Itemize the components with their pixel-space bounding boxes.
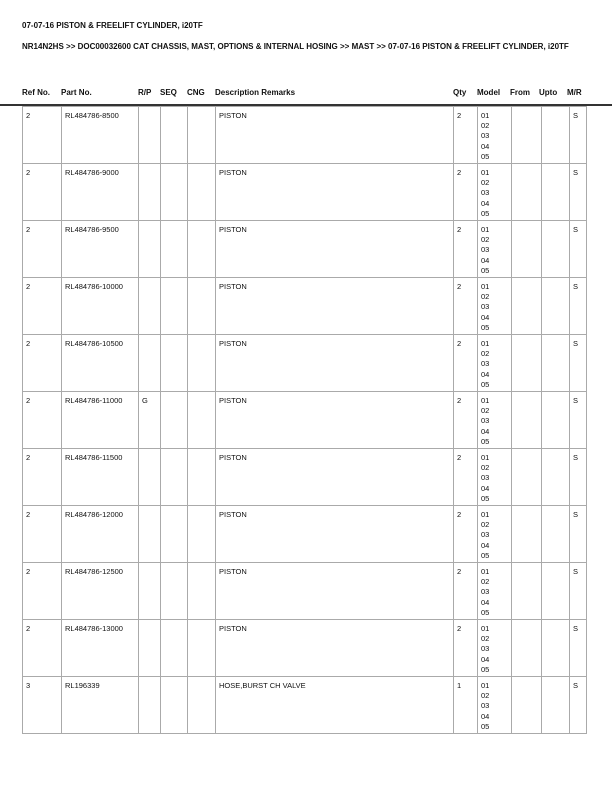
cell-ref-no: 2	[23, 506, 62, 563]
model-code: 04	[481, 597, 490, 607]
cell-seq	[161, 677, 188, 734]
cell-model	[478, 107, 512, 164]
cell-seq	[161, 335, 188, 392]
cell-mr: S	[570, 278, 587, 335]
cell-upto	[542, 677, 570, 734]
model-code: 01	[481, 624, 490, 633]
model-code: 02	[481, 406, 490, 416]
cell-from	[512, 449, 542, 506]
cell-description: PISTON	[216, 335, 454, 392]
cell-cng	[188, 221, 216, 278]
model-code: 05	[481, 664, 490, 674]
model-code: 03	[481, 245, 490, 255]
cell-mr: S	[570, 221, 587, 278]
cell-cng	[188, 449, 216, 506]
table-row	[23, 107, 587, 164]
cell-rp	[139, 563, 161, 620]
cell-rp	[139, 677, 161, 734]
cell-part-no: RL484786-8500	[62, 107, 139, 164]
cell-mr: S	[570, 164, 587, 221]
cell-mr: S	[570, 335, 587, 392]
table-row	[23, 677, 587, 734]
cell-upto	[542, 278, 570, 335]
model-code: 05	[481, 607, 490, 617]
cell-upto	[542, 164, 570, 221]
cell-qty: 2	[454, 278, 478, 335]
cell-description: HOSE,BURST CH VALVE	[216, 677, 454, 734]
cell-qty: 2	[454, 449, 478, 506]
model-code: 03	[481, 701, 490, 711]
cell-upto	[542, 506, 570, 563]
cell-rp: G	[139, 392, 161, 449]
cell-seq	[161, 620, 188, 677]
model-code: 01	[481, 567, 490, 576]
cell-mr: S	[570, 620, 587, 677]
header-cng: CNG	[187, 88, 205, 97]
cell-seq	[161, 506, 188, 563]
cell-part-no: RL484786-11500	[62, 449, 139, 506]
header-part-no: Part No.	[61, 88, 92, 97]
cell-description: PISTON	[216, 107, 454, 164]
cell-rp	[139, 278, 161, 335]
model-code: 03	[481, 416, 490, 426]
cell-qty: 2	[454, 335, 478, 392]
cell-ref-no: 3	[23, 677, 62, 734]
model-code: 04	[481, 369, 490, 379]
header-qty: Qty	[453, 88, 467, 97]
cell-ref-no: 2	[23, 392, 62, 449]
model-code: 05	[481, 265, 490, 275]
model-code: 03	[481, 587, 490, 597]
header-from: From	[510, 88, 530, 97]
cell-description: PISTON	[216, 392, 454, 449]
cell-cng	[188, 563, 216, 620]
cell-part-no: RL484786-9000	[62, 164, 139, 221]
cell-mr: S	[570, 677, 587, 734]
model-code: 02	[481, 178, 490, 188]
cell-rp	[139, 164, 161, 221]
cell-cng	[188, 506, 216, 563]
model-code: 01	[481, 168, 490, 177]
table-row	[23, 563, 587, 620]
cell-cng	[188, 392, 216, 449]
cell-seq	[161, 107, 188, 164]
cell-description: PISTON	[216, 506, 454, 563]
cell-model	[478, 278, 512, 335]
cell-rp	[139, 506, 161, 563]
model-code: 04	[481, 426, 490, 436]
model-code: 05	[481, 550, 490, 560]
cell-cng	[188, 107, 216, 164]
cell-ref-no: 2	[23, 449, 62, 506]
model-code: 01	[481, 681, 490, 690]
model-code: 01	[481, 339, 490, 348]
cell-from	[512, 164, 542, 221]
cell-seq	[161, 221, 188, 278]
cell-qty: 2	[454, 620, 478, 677]
cell-rp	[139, 449, 161, 506]
model-code: 04	[481, 483, 490, 493]
cell-from	[512, 335, 542, 392]
cell-model	[478, 221, 512, 278]
cell-part-no: RL484786-12500	[62, 563, 139, 620]
cell-ref-no: 2	[23, 164, 62, 221]
cell-from	[512, 563, 542, 620]
model-code: 04	[481, 312, 490, 322]
model-code: 03	[481, 131, 490, 141]
model-code: 01	[481, 225, 490, 234]
cell-upto	[542, 449, 570, 506]
cell-ref-no: 2	[23, 107, 62, 164]
cell-upto	[542, 392, 570, 449]
cell-part-no: RL484786-9500	[62, 221, 139, 278]
cell-rp	[139, 107, 161, 164]
cell-model	[478, 335, 512, 392]
cell-part-no: RL484786-13000	[62, 620, 139, 677]
cell-ref-no: 2	[23, 278, 62, 335]
header-rp: R/P	[138, 88, 152, 97]
cell-seq	[161, 449, 188, 506]
cell-qty: 2	[454, 506, 478, 563]
table-row	[23, 506, 587, 563]
cell-part-no: RL484786-11000	[62, 392, 139, 449]
page-title: 07-07-16 PISTON & FREELIFT CYLINDER, i20TF	[22, 21, 203, 30]
cell-description: PISTON	[216, 563, 454, 620]
cell-description: PISTON	[216, 164, 454, 221]
cell-description: PISTON	[216, 449, 454, 506]
breadcrumb: NR14N2HS >> DOC00032600 CAT CHASSIS, MAST, OPTIONS & INTERNAL HOSING >> MAST >> 07-07-16 PISTON & FREELIFT CYLINDER, i20TF	[22, 42, 569, 51]
cell-model	[478, 392, 512, 449]
cell-seq	[161, 278, 188, 335]
cell-mr: S	[570, 392, 587, 449]
model-code: 05	[481, 379, 490, 389]
cell-qty: 2	[454, 221, 478, 278]
cell-upto	[542, 335, 570, 392]
cell-mr: S	[570, 563, 587, 620]
table-row	[23, 449, 587, 506]
model-code: 01	[481, 111, 490, 120]
cell-part-no: RL484786-10500	[62, 335, 139, 392]
cell-part-no: RL196339	[62, 677, 139, 734]
model-code: 04	[481, 141, 490, 151]
model-code: 05	[481, 151, 490, 161]
table-row	[23, 335, 587, 392]
header-upto: Upto	[539, 88, 558, 97]
cell-upto	[542, 563, 570, 620]
cell-description: PISTON	[216, 620, 454, 677]
cell-from	[512, 506, 542, 563]
cell-qty: 2	[454, 392, 478, 449]
cell-from	[512, 677, 542, 734]
cell-rp	[139, 221, 161, 278]
model-code: 02	[481, 520, 490, 530]
cell-from	[512, 620, 542, 677]
model-code: 02	[481, 463, 490, 473]
cell-ref-no: 2	[23, 620, 62, 677]
cell-upto	[542, 107, 570, 164]
table-row	[23, 620, 587, 677]
model-code: 02	[481, 292, 490, 302]
cell-upto	[542, 221, 570, 278]
table-row	[23, 164, 587, 221]
model-code: 05	[481, 208, 490, 218]
model-code: 04	[481, 711, 490, 721]
model-code: 04	[481, 198, 490, 208]
cell-cng	[188, 335, 216, 392]
model-code: 01	[481, 282, 490, 291]
parts-table-body	[23, 107, 587, 734]
model-code: 05	[481, 436, 490, 446]
header-description: Description Remarks	[215, 88, 296, 97]
header-model: Model	[477, 88, 501, 97]
table-row	[23, 221, 587, 278]
cell-ref-no: 2	[23, 221, 62, 278]
model-code: 04	[481, 540, 490, 550]
model-code: 01	[481, 453, 490, 462]
model-code: 01	[481, 510, 490, 519]
cell-rp	[139, 335, 161, 392]
model-code: 02	[481, 691, 490, 701]
cell-cng	[188, 620, 216, 677]
model-code: 05	[481, 721, 490, 731]
model-code: 02	[481, 235, 490, 245]
model-code: 05	[481, 493, 490, 503]
header-ref-no: Ref No.	[22, 88, 50, 97]
table-row	[23, 278, 587, 335]
cell-from	[512, 221, 542, 278]
cell-description: PISTON	[216, 221, 454, 278]
cell-mr: S	[570, 107, 587, 164]
model-code: 02	[481, 577, 490, 587]
cell-part-no: RL484786-10000	[62, 278, 139, 335]
cell-seq	[161, 563, 188, 620]
model-code: 05	[481, 322, 490, 332]
header-seq: SEQ	[160, 88, 177, 97]
model-code: 03	[481, 530, 490, 540]
header-mr: M/R	[567, 88, 582, 97]
model-code: 04	[481, 654, 490, 664]
cell-qty: 2	[454, 164, 478, 221]
cell-model	[478, 563, 512, 620]
cell-part-no: RL484786-12000	[62, 506, 139, 563]
model-code: 03	[481, 188, 490, 198]
cell-model	[478, 620, 512, 677]
cell-description: PISTON	[216, 278, 454, 335]
cell-cng	[188, 677, 216, 734]
model-code: 02	[481, 634, 490, 644]
cell-rp	[139, 620, 161, 677]
cell-mr: S	[570, 449, 587, 506]
model-code: 02	[481, 121, 490, 131]
model-code: 03	[481, 359, 490, 369]
cell-cng	[188, 278, 216, 335]
cell-ref-no: 2	[23, 563, 62, 620]
cell-model	[478, 506, 512, 563]
cell-from	[512, 107, 542, 164]
model-code: 03	[481, 644, 490, 654]
model-code: 03	[481, 302, 490, 312]
cell-seq	[161, 164, 188, 221]
model-code: 02	[481, 349, 490, 359]
table-row	[23, 392, 587, 449]
cell-model	[478, 164, 512, 221]
cell-upto	[542, 620, 570, 677]
cell-model	[478, 677, 512, 734]
model-code: 03	[481, 473, 490, 483]
cell-from	[512, 392, 542, 449]
parts-table	[22, 106, 587, 734]
cell-qty: 1	[454, 677, 478, 734]
model-code: 04	[481, 255, 490, 265]
cell-cng	[188, 164, 216, 221]
model-code: 01	[481, 396, 490, 405]
cell-qty: 2	[454, 563, 478, 620]
cell-from	[512, 278, 542, 335]
cell-seq	[161, 392, 188, 449]
cell-qty: 2	[454, 107, 478, 164]
cell-model	[478, 449, 512, 506]
cell-mr: S	[570, 506, 587, 563]
cell-ref-no: 2	[23, 335, 62, 392]
